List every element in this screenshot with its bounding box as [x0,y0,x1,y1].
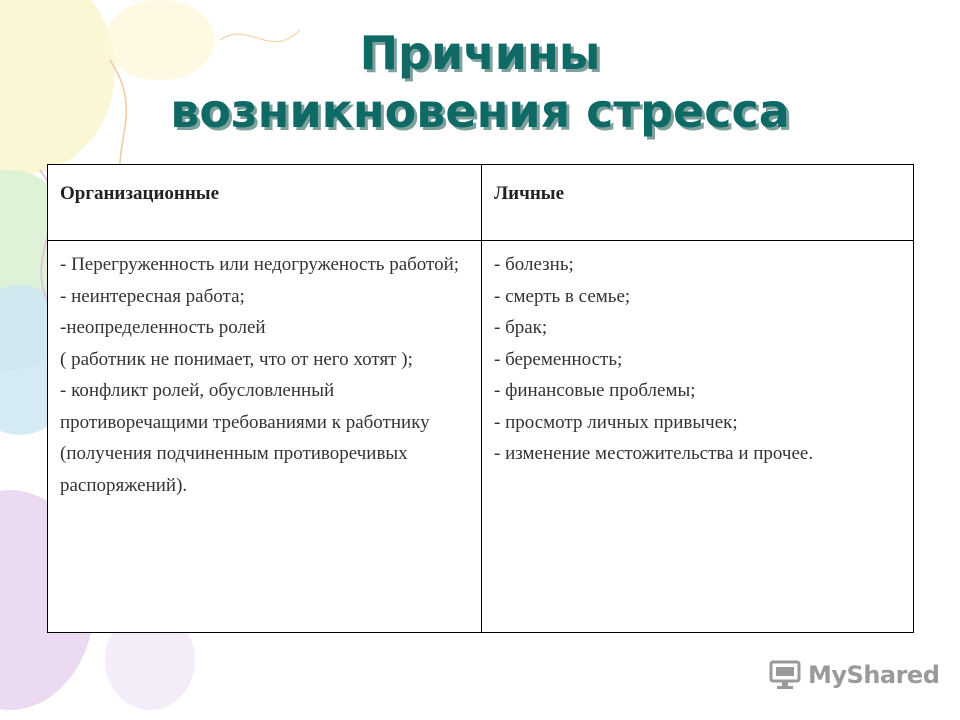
list-item: ( работник не понимает, что от него хотят ); [60,348,413,370]
myshared-logo [768,657,939,693]
list-item: - брак; [494,317,548,338]
title-line-2: возникновения стресса [170,84,790,138]
table-header-row [48,165,914,241]
list-item: - конфликт ролей, обусловленный противоречащими требованиями к работнику (получения подчиненным противоречивых распоряжений). [60,380,430,496]
list-item: - финансовые проблемы; [494,380,696,401]
slide-title [0,24,960,140]
list-item: - смерть в семье; [494,285,631,307]
list-item: - Перегруженность или недогруженость работой; [60,254,460,275]
causes-table [47,164,914,633]
list-item: - изменение местожительства и прочее. [494,443,814,464]
list-item: - болезнь; [494,254,574,275]
table-row [48,241,914,633]
list-item: -неопределенность ролей [60,317,266,338]
list-item: - просмотр личных привычек; [494,411,738,433]
header-personal: Личные [482,165,914,241]
personal-causes-cell [482,241,914,633]
monitor-icon [768,659,802,691]
header-organizational: Организационные [48,165,482,241]
list-item: - неинтересная работа; [60,285,245,307]
logo-text: MyShared [808,661,940,689]
organizational-causes-cell [48,241,482,633]
title-line-1: Причины [359,26,601,80]
list-item: - беременность; [494,348,623,370]
